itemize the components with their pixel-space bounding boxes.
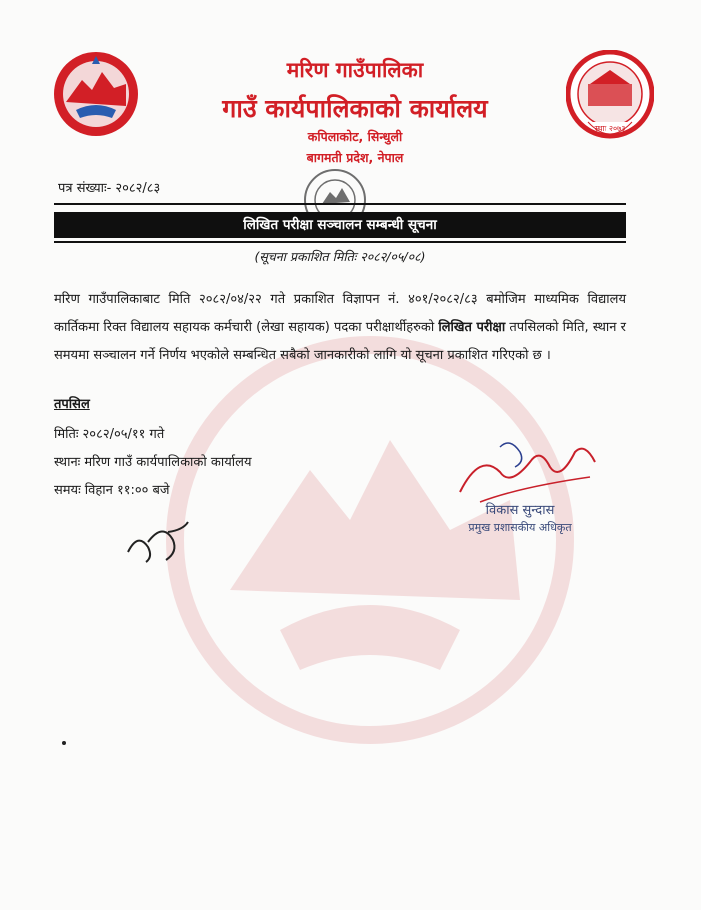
municipality-seal-logo xyxy=(566,50,654,150)
top-rule xyxy=(54,203,626,205)
bottom-rule xyxy=(54,241,626,243)
reference-value: २०८२/८३ xyxy=(115,181,161,196)
signatory-designation: प्रमुख प्रशासकीय अधिकृत xyxy=(468,521,572,534)
office-name: गाउँ कार्यपालिकाको कार्यालय xyxy=(222,94,488,123)
initials-signature xyxy=(118,512,198,572)
notice-title: लिखित परीक्षा सञ्चालन सम्बन्धी सूचना xyxy=(54,212,626,238)
place-label: स्थानः xyxy=(54,455,81,470)
notice-publish-date: (सूचना प्रकाशित मितिः २०८२/०५/०८) xyxy=(254,249,426,264)
signatory-block xyxy=(450,500,590,535)
exam-place xyxy=(54,452,252,470)
body-part-2: तपसिलको मिति, स्थान र समयमा सञ्चालन गर्ने निर्णय भएकोले सम्बन्धित सबैको जानकारीको लागि यो सूचना प्रकाशित गरिएको छ । xyxy=(54,320,626,363)
place-value: मरिण गाउँ कार्यपालिकाको कार्यालय xyxy=(84,455,252,470)
date-label: मितिः xyxy=(54,427,79,442)
province-country: बागमती प्रदेश, नेपाल xyxy=(306,150,404,165)
details-heading: तपसिल xyxy=(54,397,90,412)
government-emblem-logo xyxy=(52,50,140,138)
office-address: कपिलाकोट, सिन्धुली xyxy=(307,129,403,144)
time-label: समयः xyxy=(54,483,81,498)
body-bold-phrase: लिखित परीक्षा xyxy=(438,320,506,335)
signatory-name: विकास सुन्दास xyxy=(485,503,555,518)
time-value: विहान ११:०० बजे xyxy=(84,483,170,498)
exam-date xyxy=(54,424,164,442)
watermark-emblem xyxy=(160,330,580,750)
seal-year: स्थाः २०७३ xyxy=(594,124,626,133)
date-value: २०८२/०५/११ गते xyxy=(82,427,165,442)
municipality-name: मरिण गाउँपालिका xyxy=(286,58,424,82)
notice-body xyxy=(54,286,626,370)
body-part-1: मरिण गाउँपालिकाबाट मिति २०८२/०४/२२ गते प्रकाशित विज्ञापन नं. ४०१/२०८२/८३ बमोजिम माध्यमिक विद्यालय कार्तिकमा रिक्त विद्यालय सहायक कर्मचारी (लेखा सहायक) पदका परीक्षार्थीहरुको xyxy=(54,292,626,335)
exam-time xyxy=(54,480,170,498)
reference-number xyxy=(54,178,160,196)
ink-dot xyxy=(62,741,66,745)
reference-label: पत्र संख्याः- xyxy=(58,181,112,196)
